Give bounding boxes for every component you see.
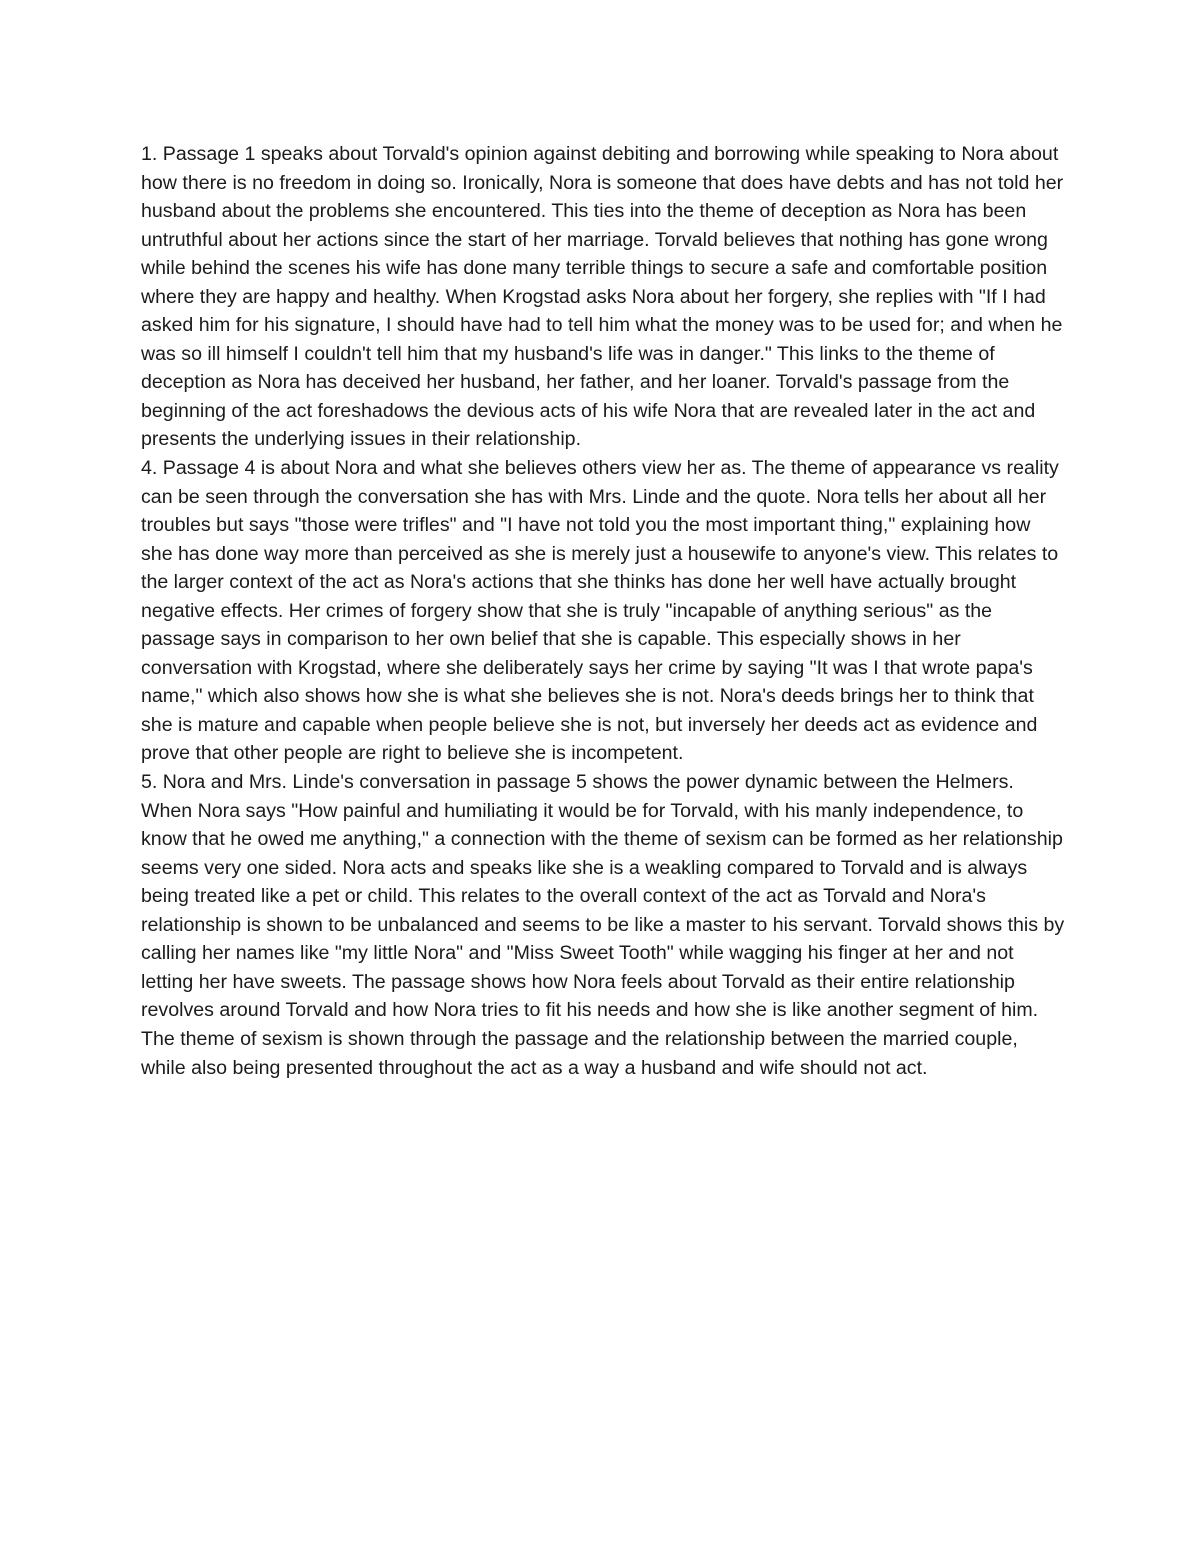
document-body <box>141 140 1065 1082</box>
paragraph-passage-5: 5. Nora and Mrs. Linde's conversation in passage 5 shows the power dynamic between the Helmers. When Nora says "How painful and humiliating it would be for Torvald, with his manly independence, to know that he owed me anything," a connection with the theme of sexism can be formed as her relationship seems very one sided. Nora acts and speaks like she is a weakling compared to Torvald and is always being treated like a pet or child. This relates to the overall context of the act as Torvald and Nora's relationship is shown to be unbalanced and seems to be like a master to his servant. Torvald shows this by calling her names like "my little Nora" and "Miss Sweet Tooth" while wagging his finger at her and not letting her have sweets. The passage shows how Nora feels about Torvald as their entire relationship revolves around Torvald and how Nora tries to fit his needs and how she is like another segment of him. The theme of sexism is shown through the passage and the relationship between the married couple, while also being presented throughout the act as a way a husband and wife should not act. <box>141 771 1065 1079</box>
paragraph-passage-4: 4. Passage 4 is about Nora and what she believes others view her as. The theme of appearance vs reality can be seen through the conversation she has with Mrs. Linde and the quote. Nora tells her about all her troubles but says "those were trifles" and "I have not told you the most important thing," explaining how she has done way more than perceived as she is merely just a housewife to anyone's view. This relates to the larger context of the act as Nora's actions that she thinks has done her well have actually brought negative effects. Her crimes of forgery show that she is truly "incapable of anything serious" as the passage says in comparison to her own belief that she is capable. This especially shows in her conversation with Krogstad, where she deliberately says her crime by saying "It was I that wrote papa's name," which also shows how she is what she believes she is not. Nora's deeds brings her to think that she is mature and capable when people believe she is not, but inversely her deeds act as evidence and prove that other people are right to believe she is incompetent. <box>141 457 1059 765</box>
paragraph-passage-1: 1. Passage 1 speaks about Torvald's opinion against debiting and borrowing while speaking to Nora about how there is no freedom in doing so. Ironically, Nora is someone that does have debts and has not told her husband about the problems she encountered. This ties into the theme of deception as Nora has been untruthful about her actions since the start of her marriage. Torvald believes that nothing has gone wrong while behind the scenes his wife has done many terrible things to secure a safe and comfortable position where they are happy and healthy. When Krogstad asks Nora about her forgery, she replies with "If I had asked him for his signature, I should have had to tell him what the money was to be used for; and when he was so ill himself I couldn't tell him that my husband's life was in danger." This links to the theme of deception as Nora has deceived her husband, her father, and her loaner. Torvald's passage from the beginning of the act foreshadows the devious acts of his wife Nora that are revealed later in the act and presents the underlying issues in their relationship. <box>141 143 1064 451</box>
